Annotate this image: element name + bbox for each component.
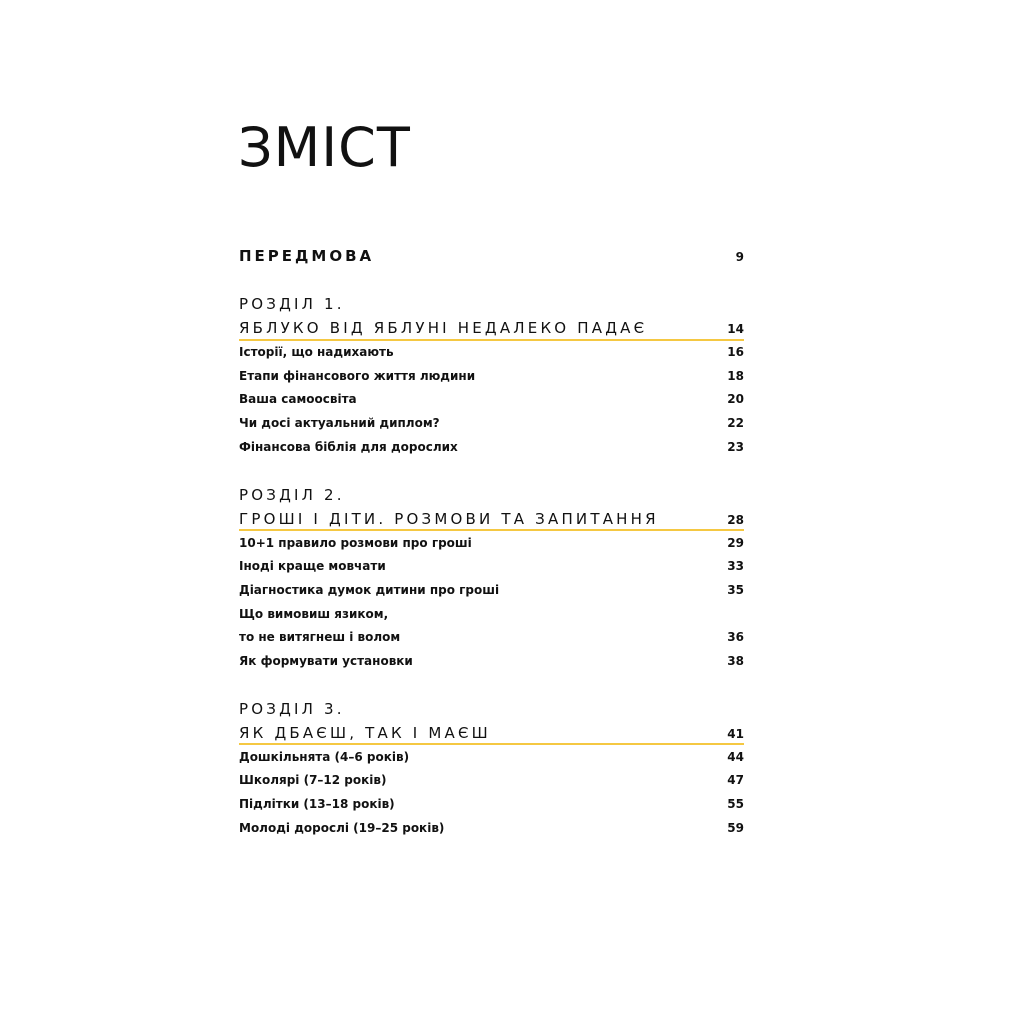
toc-item [239, 821, 744, 835]
item-label: Іноді краще мовчати [239, 559, 386, 573]
section-2-divider [239, 529, 744, 531]
item-label: Молоді дорослі (19–25 років) [239, 821, 445, 835]
item-label: то не витягнеш і волом [239, 630, 401, 644]
section-2-title-row [239, 510, 744, 528]
toc-item [239, 440, 744, 454]
toc-item [239, 369, 744, 383]
section-page: 14 [727, 322, 744, 336]
item-page: 59 [727, 821, 744, 835]
toc-item [239, 630, 744, 644]
toc-item [239, 654, 744, 668]
item-label: Дошкільнята (4–6 років) [239, 750, 410, 764]
section-1-title-row [239, 319, 744, 337]
item-label: Підлітки (13–18 років) [239, 797, 395, 811]
section-heading: РОЗДІЛ 1. [239, 295, 345, 313]
toc-item [239, 583, 744, 597]
section-2-heading [239, 486, 744, 504]
toc-item [239, 559, 744, 573]
toc-item [239, 797, 744, 811]
item-page: 22 [727, 416, 744, 430]
section-title: ГРОШІ І ДІТИ. РОЗМОВИ ТА ЗАПИТАННЯ [239, 510, 659, 528]
item-label: Етапи фінансового життя людини [239, 369, 476, 383]
section-title: ЯК ДБАЄШ, ТАК І МАЄШ [239, 724, 491, 742]
item-page: 16 [727, 345, 744, 359]
item-label: Чи досі актуальний диплом? [239, 416, 440, 430]
toc-item [239, 750, 744, 764]
item-label: Історії, що надихають [239, 345, 394, 359]
item-page: 33 [727, 559, 744, 573]
section-heading: РОЗДІЛ 2. [239, 486, 345, 504]
item-page: 44 [727, 750, 744, 764]
item-page: 29 [727, 536, 744, 550]
section-title: ЯБЛУКО ВІД ЯБЛУНІ НЕДАЛЕКО ПАДАЄ [239, 319, 648, 337]
section-heading: РОЗДІЛ 3. [239, 700, 345, 718]
item-label: Діагностика думок дитини про гроші [239, 583, 500, 597]
item-label: Фінансова біблія для дорослих [239, 440, 458, 454]
item-page: 36 [727, 630, 744, 644]
toc-preface [239, 247, 744, 265]
item-label: Що вимовиш язиком, [239, 607, 389, 621]
toc-item [239, 607, 744, 621]
item-label: Як формувати установки [239, 654, 413, 668]
section-1-heading [239, 295, 744, 313]
section-1-divider [239, 339, 744, 341]
toc-item [239, 536, 744, 550]
item-page: 18 [727, 369, 744, 383]
item-label: 10+1 правило розмови про гроші [239, 536, 472, 550]
toc-item [239, 345, 744, 359]
item-page: 20 [727, 392, 744, 406]
section-3-divider [239, 743, 744, 745]
item-page: 55 [727, 797, 744, 811]
toc-item [239, 392, 744, 406]
item-label: Ваша самоосвіта [239, 392, 357, 406]
item-page: 47 [727, 773, 744, 787]
page-title: ЗМІСТ [238, 116, 411, 179]
toc-item [239, 416, 744, 430]
section-page: 41 [727, 727, 744, 741]
section-3-heading [239, 700, 744, 718]
item-page: 38 [727, 654, 744, 668]
item-label: Школярі (7–12 років) [239, 773, 387, 787]
toc-item [239, 773, 744, 787]
section-3-title-row [239, 724, 744, 742]
preface-page: 9 [735, 250, 744, 264]
preface-label: ПЕРЕДМОВА [239, 247, 375, 265]
item-page: 23 [727, 440, 744, 454]
section-page: 28 [727, 513, 744, 527]
item-page: 35 [727, 583, 744, 597]
